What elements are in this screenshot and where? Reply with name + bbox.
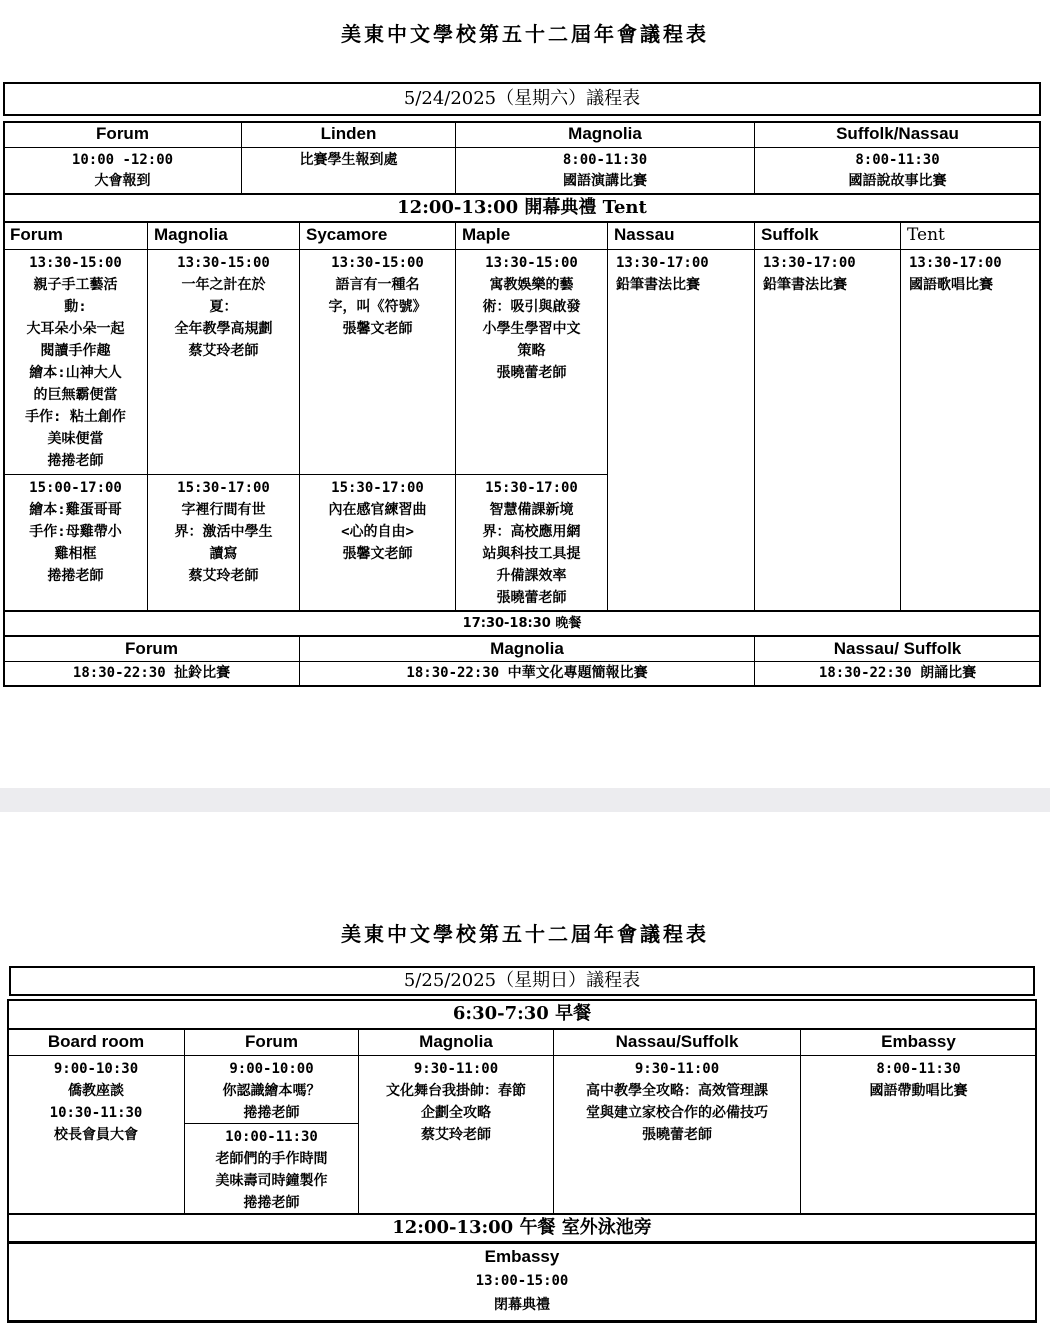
event: 國語說故事比賽 [848,173,947,189]
text: 堂與建立家校合作的必備技巧 [586,1105,768,1121]
text: 界：激活中學生 [174,524,273,540]
text: 界：高校應用網 [482,524,581,540]
event: 鉛筆書法比賽 [616,277,700,293]
event: 校長會員大會 [54,1127,138,1143]
day1-page-title: 美東中文學校第五十二屆年會議程表 [341,22,709,46]
text: 術：吸引與啟發 [482,299,581,315]
day1-evening-recitation: 18:30-22:30 朗誦比賽 [754,661,1041,686]
day1-col-tent: Tent [900,222,1041,250]
day1-evening-nassau-suffolk: Nassau/ Suffolk [754,636,1041,662]
presenter: 蔡艾玲老師 [188,343,259,359]
event: 閉幕典禮 [494,1297,550,1313]
day1-evening-magnolia: Magnolia [299,636,755,662]
time: 9:00-10:30 [53,1061,139,1077]
text: 老師們的手作時間 [215,1151,328,1167]
day1-evening-forum: Forum [3,636,300,662]
time: 15:00-17:00 [29,480,122,496]
text: 手作: 粘土創作 [25,409,126,425]
day1-header-suffolk-nassau: Suffolk/Nassau [754,121,1041,148]
presenter: 捲捲老師 [47,568,104,584]
time: 15:30-17:00 [331,480,424,496]
event: 鉛筆書法比賽 [763,277,847,293]
day1-evening-diabolo: 18:30-22:30 扯鈴比賽 [3,661,300,686]
text: 升備課效率 [496,568,567,584]
day2-col-magnolia: Magnolia [358,1029,554,1056]
day1-col-suffolk: Suffolk [754,222,901,250]
day2-col-nassau-suffolk: Nassau/Suffolk [553,1029,801,1056]
time: 10:00-11:30 [225,1129,318,1145]
text: 站與科技工具提 [482,546,581,562]
time: 8:00-11:30 [855,152,940,168]
day2-col-embassy: Embassy [800,1029,1037,1056]
presenter: 張曉蕾老師 [496,590,567,606]
day2-table-border [7,999,1037,1323]
text: 策略 [517,343,546,359]
day2-breakfast: 6:30-7:30 早餐 [7,999,1037,1030]
presenter: 張馨文老師 [342,546,413,562]
time: 13:30-17:00 [909,255,1002,271]
day1-header-linden: Linden [241,121,456,148]
day1-table-border [3,121,1041,687]
event: 國語帶動唱比賽 [869,1083,968,1099]
day1-col-nassau: Nassau [607,222,755,250]
time: 10:00 -12:00 [71,152,174,168]
day1-header-forum: Forum [3,121,242,148]
text: 美味便當 [47,431,104,447]
presenter: 捲捲老師 [243,1105,300,1121]
text: 語言有一種名 [335,277,420,293]
time: 10:30-11:30 [49,1105,143,1121]
day1-opening-ceremony: 12:00-13:00 開幕典禮 Tent [3,193,1041,223]
day1-evening-presentation: 18:30-22:30 中華文化專題簡報比賽 [299,661,755,686]
time: 13:30-15:00 [485,255,578,271]
day2-date-header: 5/25/2025（星期日）議程表 [9,966,1035,996]
text: 的巨無霸便當 [33,387,118,403]
presenter: 捲捲老師 [47,453,104,469]
text: 讀寫 [209,546,238,562]
text: <心的自由> [341,524,414,540]
venue: Embassy [484,1247,560,1266]
time: 8:00-11:30 [562,152,648,168]
text: 閱讀手作趣 [40,343,111,359]
presenter: 張曉蕾老師 [642,1127,712,1143]
text: 企劃全攻略 [421,1105,491,1121]
text: 字裡行間有世 [181,502,266,518]
time: 13:30-15:00 [29,255,122,271]
day2-page-title: 美東中文學校第五十二屆年會議程表 [341,922,709,946]
text: 手作:母雞帶小 [29,524,122,540]
text: 美味壽司時鐘製作 [215,1173,328,1189]
event: 僑教座談 [68,1083,124,1099]
text: 繪本:雞蛋哥哥 [29,502,122,518]
time: 9:30-11:00 [634,1061,720,1077]
time: 13:00-15:00 [475,1273,569,1289]
text: 親子手工藝活 [33,277,118,293]
event: 國語歌唱比賽 [909,277,993,293]
day1-col-maple: Maple [455,222,608,250]
time: 8:00-11:30 [876,1061,961,1077]
event: 大會報到 [94,173,151,189]
time: 13:30-15:00 [177,255,270,271]
presenter: 蔡艾玲老師 [421,1127,491,1143]
text: 智慧備課新境 [489,502,574,518]
day2-col-board-room: Board room [7,1029,185,1056]
text: 大耳朵小朵一起 [26,321,125,337]
day1-col-magnolia: Magnolia [147,222,300,250]
text: 雞相框 [54,546,97,562]
text: 動: [64,299,87,315]
presenter: 捲捲老師 [243,1195,300,1211]
text: 一年之計在於 [181,277,266,293]
text: 小學生學習中文 [482,321,581,337]
page-separator [0,788,1050,812]
day1-col-sycamore: Sycamore [299,222,456,250]
text: 高中教學全攻略：高效管理課 [586,1083,768,1099]
text: 繪本:山神大人 [29,365,122,381]
day2-lunch: 12:00-13:00 午餐 室外泳池旁 [7,1213,1037,1243]
time: 9:30-11:00 [413,1061,499,1077]
time: 13:30-17:00 [616,255,709,271]
text: 寓教娛樂的藝 [489,277,574,293]
presenter: 張曉蕾老師 [496,365,567,381]
text: 你認識繪本嗎？ [222,1083,321,1099]
event: 比賽學生報到處 [299,152,398,168]
time: 13:30-17:00 [763,255,856,271]
text: 文化舞台我掛帥：春節 [386,1083,526,1099]
day2-col-forum: Forum [184,1029,359,1056]
text: 字，叫《符號》 [328,299,427,315]
text: 夏： [209,299,238,315]
time: 13:30-15:00 [331,255,424,271]
event: 國語演講比賽 [563,173,647,189]
day1-dinner: 17:30-18:30 晚餐 [3,610,1041,637]
text: 內在感官練習曲 [328,502,427,518]
day1-date-header: 5/24/2025（星期六）議程表 [3,82,1041,116]
day1-col-forum: Forum [3,222,148,250]
text: 全年教學高規劃 [174,321,273,337]
presenter: 蔡艾玲老師 [188,568,259,584]
presenter: 張馨文老師 [342,321,413,337]
time: 15:30-17:00 [177,480,270,496]
day1-header-magnolia: Magnolia [455,121,755,148]
time: 9:00-10:00 [229,1061,314,1077]
time: 15:30-17:00 [485,480,578,496]
